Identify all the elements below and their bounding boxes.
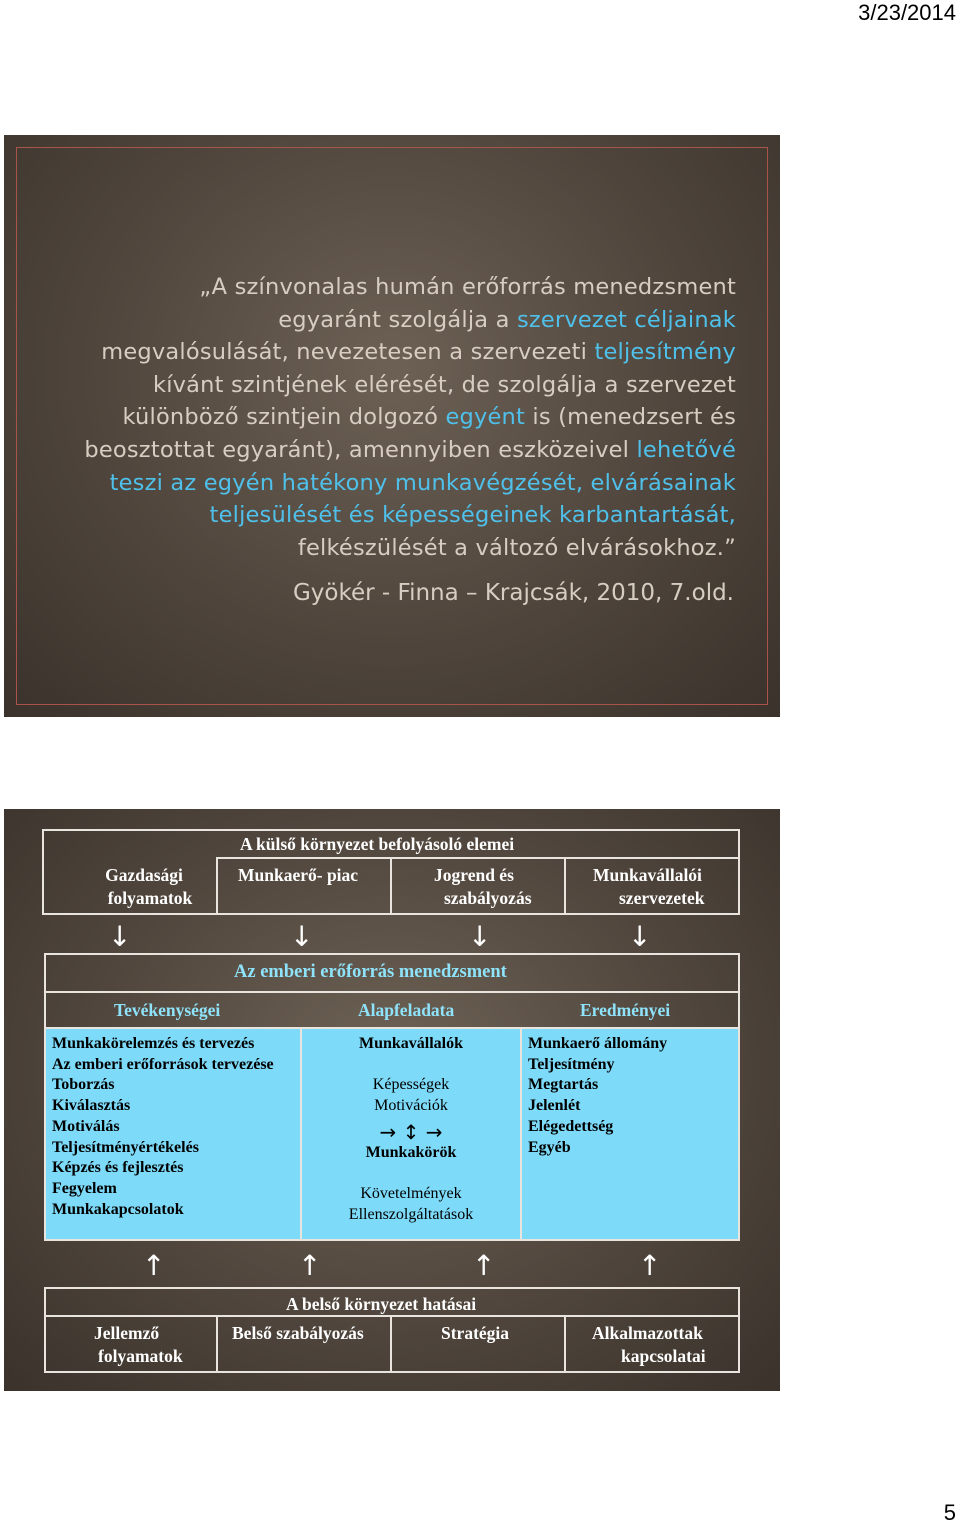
quote-segment: „A színvonalas humán erőforrás menedzsment [199, 274, 736, 300]
up-arrow: ↑ [298, 1249, 322, 1282]
hrm-header-activities: Tevékenységei [114, 1000, 221, 1020]
task-jobs: Munkakörök [365, 1143, 457, 1161]
quote-segment: különböző szintjein dolgozó [122, 404, 446, 431]
quote-line [44, 532, 736, 565]
external-environment-title: A külső környezet befolyásoló elemei [240, 834, 515, 854]
down-arrow: ↓ [628, 920, 652, 953]
hrm-header-results: Eredményei [580, 1000, 671, 1020]
quote-line [44, 434, 736, 467]
activity-item: Munkakörelemzés és tervezés [52, 1035, 255, 1052]
quote-line [44, 499, 736, 532]
quote-segment: beosztottat egyaránt), amennyiben eszközeivel [84, 436, 637, 463]
quote-highlight: lehetővé [636, 436, 736, 463]
up-arrow: ↑ [142, 1249, 166, 1282]
quote-line [44, 271, 736, 304]
task-employees: Munkavállalók [358, 1035, 464, 1052]
quote-highlight: teljesülését és képességeinek karbantartását, [209, 502, 736, 529]
external-col-unions: Munkavállalói szervezetek [593, 865, 705, 908]
quote-highlight: egyént [445, 404, 526, 431]
result-item: Munkaerő állomány [528, 1035, 668, 1052]
internal-col-employee-relations: Alkalmazottak kapcsolatai [592, 1323, 706, 1366]
down-arrow: ↓ [290, 920, 314, 953]
quote-line [44, 467, 736, 500]
quote-citation: Gyökér - Finna – Krajcsák, 2010, 7.old. [292, 580, 734, 606]
activity-item: Kiválasztás [52, 1097, 131, 1115]
hrm-header-task: Alapfeladata [358, 1000, 455, 1020]
task-requirements: Követelmények [360, 1185, 462, 1203]
hrm-title: Az emberi erőforrás menedzsment [234, 962, 507, 982]
activities-list [52, 1034, 274, 1220]
external-col-labour-market: Munkaerő- piac [238, 865, 359, 885]
page-number: 5 [943, 1500, 956, 1525]
up-arrow: ↑ [472, 1249, 496, 1282]
quote-segment: egyaránt szolgálja a [278, 306, 517, 333]
task-arrows: → ↕ → [379, 1119, 443, 1144]
internal-col-regulation: Belső szabályozás [232, 1323, 364, 1343]
external-col-legal: Jogrend és szabályozás [434, 865, 532, 908]
result-item: Elégedettség [528, 1117, 614, 1135]
result-item: Jelenlét [528, 1097, 581, 1115]
activity-item: Teljesítményértékelés [52, 1138, 199, 1156]
quote-highlight: szervezet céljainak [516, 306, 736, 333]
internal-col-strategy: Stratégia [441, 1323, 510, 1343]
quote-segment: megvalósulását, nevezetesen a szervezeti [101, 339, 595, 366]
quote-highlight: teljesítmény [594, 339, 736, 366]
activity-item: Toborzás [52, 1076, 115, 1094]
task-motivations: Motivációk [374, 1097, 448, 1115]
quote-segment: is (menedzsert és [525, 404, 736, 431]
quote-line [44, 369, 736, 402]
quote-line [44, 336, 736, 369]
activity-item: Fegyelem [52, 1179, 117, 1197]
slide-quote [4, 135, 780, 717]
quote-text [44, 271, 736, 564]
quote-segment: felkészülését a változó elvárásokhoz.” [297, 534, 736, 561]
result-item: Egyéb [528, 1138, 571, 1156]
internal-environment-title: A belső környezet hatásai [286, 1294, 477, 1314]
down-arrow: ↓ [108, 920, 132, 953]
result-item: Megtartás [528, 1076, 599, 1094]
quote-segment: kívánt szintjének elérését, de szolgálja a szervezet [152, 371, 736, 398]
task-skills: Képességek [372, 1076, 450, 1094]
task-column [304, 1034, 518, 1226]
result-item: Teljesítmény [528, 1055, 615, 1073]
slide-hrm-diagram [4, 809, 780, 1391]
date-stamp: 3/23/2014 [858, 0, 956, 25]
activity-item: Képzés és fejlesztés [52, 1159, 184, 1177]
results-list [528, 1034, 667, 1158]
quote-line [44, 401, 736, 434]
activity-item: Az emberi erőforrások tervezése [52, 1055, 274, 1073]
up-arrow: ↑ [638, 1249, 662, 1282]
quote-line [44, 304, 736, 337]
down-arrow: ↓ [468, 920, 492, 953]
quote-highlight: teszi az egyén hatékony munkavégzését, elvárásainak [109, 469, 736, 496]
activity-item: Motiválás [52, 1117, 120, 1135]
task-compensation: Ellenszolgáltatások [348, 1205, 474, 1223]
internal-col-processes: Jellemző folyamatok [94, 1323, 183, 1366]
activity-item: Munkakapcsolatok [52, 1200, 184, 1218]
external-col-economic: Gazdasági folyamatok [105, 865, 193, 908]
